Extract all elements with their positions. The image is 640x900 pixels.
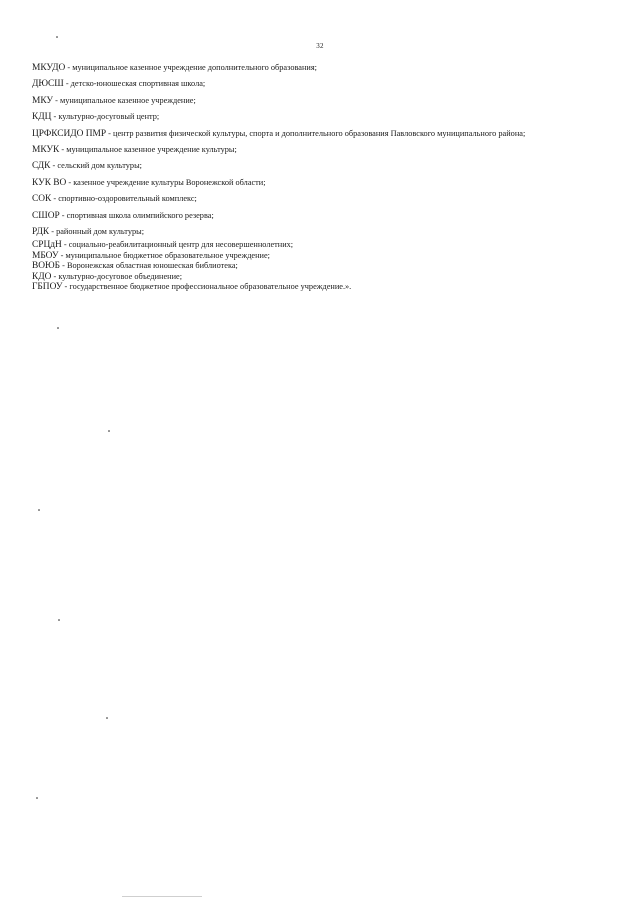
abbreviation-item (32, 109, 632, 125)
abbreviation-term: МКУДО (32, 63, 66, 73)
scan-speck (56, 36, 58, 38)
abbreviation-item (32, 272, 632, 282)
abbreviation-item (32, 224, 632, 240)
abbreviation-item (32, 282, 632, 292)
abbreviation-definition: муниципальное казенное учреждение дополнительного образования; (72, 63, 317, 72)
abbreviation-definition: районный дом культуры; (56, 227, 145, 237)
abbreviation-term: СШОР (32, 210, 60, 221)
abbreviation-list (32, 60, 632, 293)
abbreviation-definition: культурно-досуговое объединение; (58, 271, 183, 281)
abbreviation-definition: спортивно-оздоровительный комплекс; (58, 194, 197, 204)
abbreviation-separator: - (53, 95, 60, 105)
scan-speck (58, 619, 60, 621)
scan-speck (36, 797, 38, 799)
page-number: 32 (316, 42, 324, 50)
abbreviation-separator: - (61, 240, 69, 250)
abbreviation-separator: - (49, 227, 57, 237)
abbreviation-term: ГБПОУ (32, 282, 63, 293)
abbreviation-item (32, 240, 632, 250)
abbreviation-separator: - (50, 161, 58, 171)
abbreviation-item (32, 191, 632, 207)
abbreviation-separator: - (59, 210, 67, 220)
abbreviation-separator: - (51, 112, 59, 122)
abbreviation-item (32, 175, 632, 191)
abbreviation-separator: - (106, 128, 114, 138)
abbreviation-item (32, 158, 632, 174)
abbreviation-term: СДК (32, 161, 51, 172)
abbreviation-term: КУК ВО (32, 177, 67, 188)
abbreviation-term: КДО (32, 271, 52, 282)
abbreviation-separator: - (51, 194, 59, 204)
abbreviation-term: СРЦдН (32, 240, 62, 251)
abbreviation-definition: центр развития физической культуры, спорта и дополнительного образования Павловского муниципального района; (113, 128, 526, 138)
abbreviation-definition: муниципальное бюджетное образовательное учреждение; (65, 250, 270, 260)
abbreviation-item (32, 261, 632, 271)
scan-speck (38, 509, 40, 511)
abbreviation-definition: муниципальное казенное учреждение культуры; (66, 145, 237, 155)
abbreviation-term: МКУК (32, 145, 60, 156)
abbreviation-term: МБОУ (32, 250, 59, 261)
abbreviation-definition: спортивная школа олимпийского резерва; (66, 210, 214, 220)
abbreviation-definition: казенное учреждение культуры Воронежской области; (73, 177, 266, 187)
abbreviation-term: ДЮСШ (32, 79, 64, 90)
abbreviation-separator: - (60, 261, 67, 271)
abbreviation-item (32, 60, 632, 76)
abbreviation-item (32, 208, 632, 224)
abbreviation-term: МКУ (32, 95, 54, 106)
scan-speck (108, 430, 110, 432)
abbreviation-separator: - (62, 282, 70, 292)
scan-edge-line (122, 896, 202, 897)
abbreviation-term: СОК (32, 194, 52, 205)
abbreviation-item (32, 76, 632, 92)
abbreviation-item (32, 251, 632, 261)
abbreviation-item (32, 93, 632, 109)
abbreviation-term: ЦРФКСИДО ПМР (32, 128, 107, 139)
abbreviation-item (32, 126, 632, 142)
abbreviation-separator: - (65, 63, 73, 72)
abbreviation-separator: - (66, 177, 74, 187)
abbreviation-term: РДК (32, 227, 50, 238)
abbreviation-item (32, 142, 632, 158)
scan-speck (57, 327, 59, 329)
abbreviation-separator: - (63, 79, 71, 89)
abbreviation-term: КДЦ (32, 112, 52, 123)
abbreviation-definition: государственное бюджетное профессиональное образовательное учреждение.». (69, 282, 352, 292)
abbreviation-separator: - (59, 145, 67, 155)
abbreviation-definition: социально-реабилитационный центр для несовершеннолетних; (68, 240, 294, 250)
abbreviation-term: ВОЮБ (32, 261, 61, 272)
abbreviation-definition: детско-юношеская спортивная школа; (70, 79, 206, 89)
abbreviation-definition: Воронежская областная юношеская библиотека; (66, 261, 238, 271)
scan-speck (106, 717, 108, 719)
abbreviation-separator: - (58, 250, 66, 260)
abbreviation-definition: культурно-досуговый центр; (58, 112, 160, 122)
abbreviation-separator: - (51, 271, 59, 281)
abbreviation-definition: муниципальное казенное учреждение; (59, 95, 196, 105)
abbreviation-definition: сельский дом культуры; (57, 161, 142, 171)
